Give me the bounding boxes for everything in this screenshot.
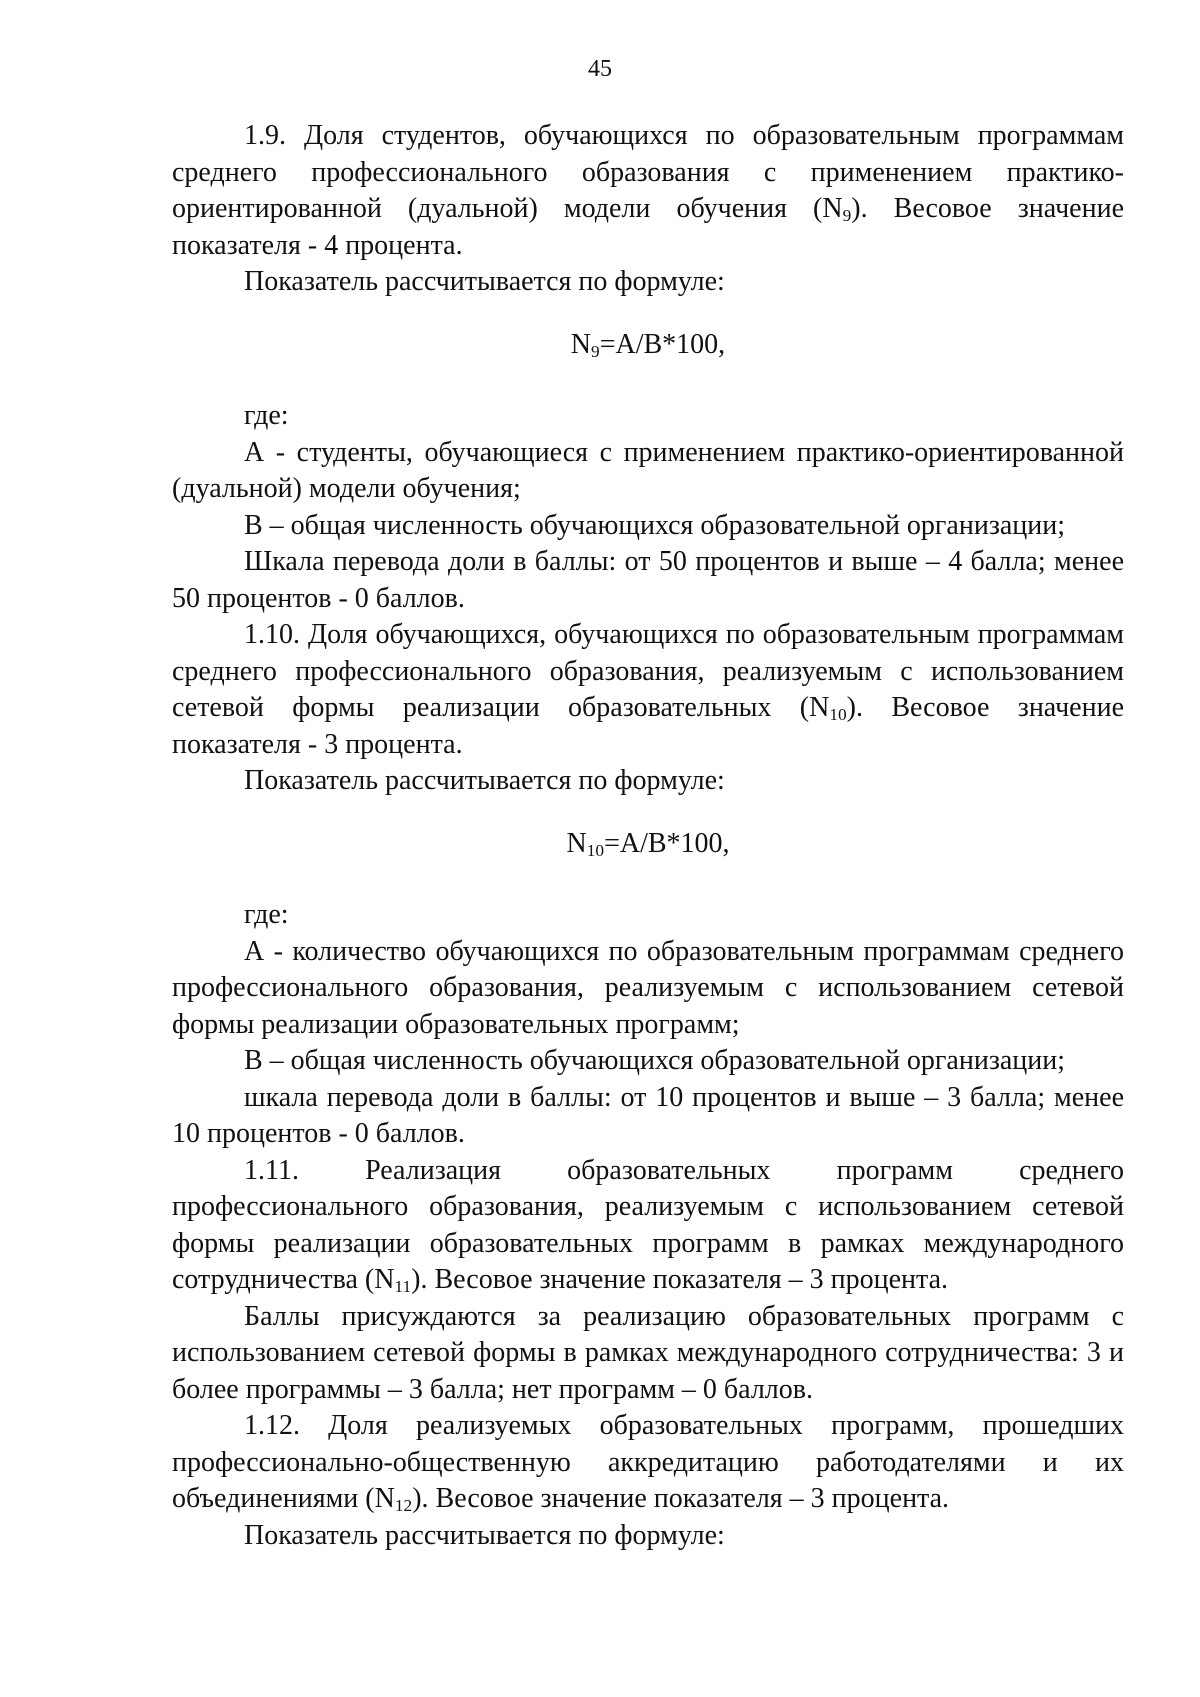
definition-a: А - студенты, обучающиеся с применением практико-ориентированной (дуальной) модели обучения; (172, 436, 1124, 504)
page-number: 45 (588, 56, 612, 82)
definition-b: В – общая численность обучающихся образовательной организации; (244, 509, 1066, 541)
definition-a: А - количество обучающихся по образовательным программам среднего профессионального образования, реализуемым с использованием сетевой формы реализации образовательных программ; (172, 935, 1124, 1040)
definition-b: В – общая численность обучающихся образовательной организации; (244, 1045, 1066, 1076)
scale-text: шкала перевода доли в баллы: от 10 процентов и выше – 3 балла; менее 10 процентов - 0 баллов. (172, 1081, 1124, 1149)
where-label: где: (244, 400, 289, 431)
formula-intro: Показатель рассчитывается по формуле: (244, 266, 725, 297)
paragraph-1-11: 1.11. Реализация образовательных программ среднего профессионального образования, реализуемым с использованием сетевой формы реализации образовательных программ в рамках международного сотрудничества $(N_{11})$. Весовое значение показателя – 3 процента. (172, 1154, 1124, 1296)
paragraph-1-12: 1.12. Доля реализуемых образовательных программ, прошедших профессионально-общественную аккредитацию работодателями и их объединениями $(N_{12})$. Весовое значение показателя – 3 процента. (172, 1410, 1124, 1515)
points-text: Баллы присуждаются за реализацию образовательных программ с использованием сетевой формы в рамках международного сотрудничества: 3 и более программы – 3 балла; нет программ – 0 баллов. (172, 1300, 1124, 1405)
formula-n10: $N_{10}=A/B*100$, (566, 827, 730, 860)
document-body (172, 118, 1124, 1554)
paragraph-1-10: 1.10. Доля обучающихся, обучающихся по образовательным программам среднего профессионального образования, реализуемым с использованием сетевой формы реализации образовательных $(N_{10})$. Весовое значение показателя - 3 процента. (172, 619, 1125, 760)
where-label: где: (244, 899, 289, 930)
paragraph-1-9: 1.9. Доля студентов, обучающихся по образовательным программам среднего профессионального образования с применением практико-ориентированной (дуальной) модели обучения $(N_9)$. Весовое значение показателя - 4 процента. (172, 120, 1124, 261)
scale-text: Шкала перевода доли в баллы: от 50 процентов и выше – 4 балла; менее 50 процентов - 0 баллов. (172, 546, 1124, 614)
formula-n9: $N_9=A/B*100$, (570, 328, 726, 361)
formula-intro: Показатель рассчитывается по формуле: (244, 1519, 725, 1551)
formula-intro: Показатель рассчитывается по формуле: (244, 765, 725, 796)
